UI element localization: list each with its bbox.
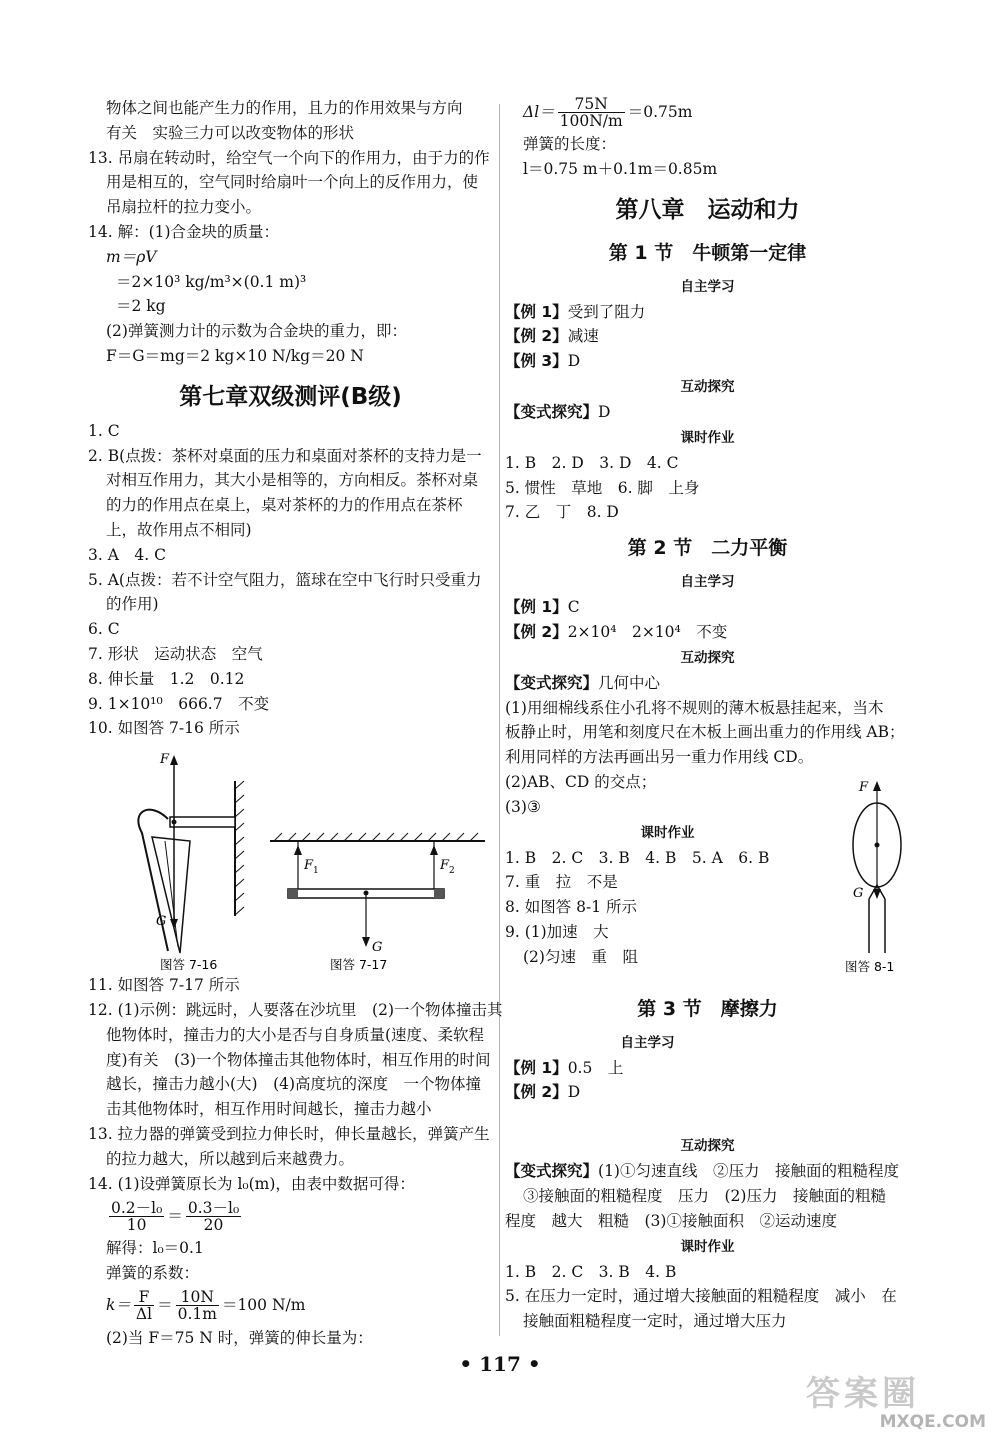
subheading-hudong: 互动探究	[680, 1138, 735, 1155]
fraction: $\frac{\text{0.2－l₀}}{10}$	[111, 1198, 163, 1234]
fraction: $\frac{\text{0.3－l₀}}{20}$	[187, 1198, 240, 1234]
example-2: 【例 2】2×10⁴ 2×10⁴ 不变	[505, 622, 728, 641]
formula-line: Δl＝ $\frac{75N}{100N/m}$ ＝0.75m	[523, 94, 693, 130]
figure-label: F	[859, 779, 869, 795]
subheading-keshi: 课时作业	[640, 824, 695, 841]
answer-7: 7. 形状 运动状态 空气	[88, 644, 263, 663]
text-line: (2)AB、CD 的交点；	[505, 772, 657, 791]
answer-14: 14. 解：(1)合金块的质量：	[88, 222, 280, 241]
figure-caption: 图答 7-16	[160, 957, 218, 973]
answer-13: 13. 吊扇在转动时，给空气一个向下的作用力，由于力的作	[88, 148, 490, 167]
text-line: ③接触面的粗糙程度 压力 (2)压力 接触面的粗糙	[523, 1186, 886, 1205]
example-1: 【例 1】C	[505, 598, 580, 617]
section-2-title: 第 2 节 二力平衡	[627, 537, 788, 560]
figure-label: 2	[449, 866, 455, 877]
subheading-keshi: 课时作业	[680, 429, 735, 446]
fraction: $\frac{F}{\Delta l}$	[135, 1288, 153, 1324]
text-line: 板静止时，用笔和刻度尺在木板上画出重力的作用线 AB；	[505, 723, 905, 742]
formula-line: $\frac{\text{0.2－l₀}}{10}$ ＝ $\frac{\text{0.3－l₀}}{20}$	[111, 1198, 240, 1234]
subheading-hudong: 互动探究	[680, 649, 735, 666]
example-1: 【例 1】0.5 上	[505, 1058, 624, 1077]
text-line: (2)弹簧测力计的示数为合金块的重力，即：	[106, 322, 407, 341]
text-line: 越长，撞击力越小(大) (4)高度坑的深度 一个物体撞	[106, 1075, 482, 1094]
formula-line: ＝2×10³ kg/m³×(0.1 m)³	[116, 272, 307, 291]
page-number: • 117 •	[459, 1352, 541, 1376]
answer-11: 11. 如图答 7-17 所示	[88, 976, 240, 995]
section-3-title: 第 3 节 摩擦力	[637, 997, 778, 1020]
answer-12: 12. (1)示例：跳远时，人要落在沙坑里 (2)一个物体撞击其	[88, 1000, 503, 1019]
figure-label: F	[160, 752, 170, 768]
homework-line: 接触面粗糙程度一定时，通过增大压力	[523, 1312, 787, 1331]
homework-line: 1. B 2. C 3. B 4. B	[505, 1262, 677, 1281]
subheading-keshi: 课时作业	[680, 1238, 735, 1255]
fraction: $\frac{10N}{0.1m}$	[177, 1288, 217, 1324]
homework-line: (2)匀速 重 阻	[523, 947, 638, 966]
text-line: 程度 越大 粗糙 (3)①接触面积 ②运动速度	[505, 1211, 837, 1230]
formula-line: k＝ $\frac{F}{\Delta l}$ ＝ $\frac{10N}{0.1m}$ ＝100 N/m	[106, 1288, 306, 1324]
right-column	[505, 92, 910, 1334]
watermark-url: MXQE.COM	[879, 1412, 986, 1432]
text-line: (1)用细棉线系住小孔将不规则的薄木板悬挂起来，当木	[505, 698, 884, 717]
figure-label: F	[304, 858, 314, 874]
figure-label: G	[156, 914, 167, 930]
fraction: $\frac{75N}{100N/m}$	[559, 94, 623, 130]
formula-line: l＝0.75 m＋0.1m＝0.85m	[523, 159, 718, 178]
answer-9: 9. 1×10¹⁰ 666.7 不变	[88, 694, 270, 713]
answer-2: 2. B(点拨：茶杯对桌面的压力和桌面对茶杯的支持力是一	[88, 446, 482, 465]
example-3: 【例 3】D	[505, 352, 581, 371]
answer-8: 8. 伸长量 1.2 0.12	[88, 669, 245, 688]
homework-line: 5. 在压力一定时，通过增大接触面的粗糙程度 减小 在	[505, 1287, 897, 1306]
answer-14: 14. (1)设弹簧原长为 l₀(m)，由表中数据可得：	[88, 1174, 415, 1193]
text-line: 用是相互的，空气同时给扇叶一个向上的反作用力，使	[106, 173, 479, 192]
section-1-title: 第 1 节 牛顿第一定律	[608, 241, 807, 264]
homework-line: 7. 乙 丁 8. D	[505, 503, 619, 522]
answer-5: 5. A(点拨：若不计空气阻力，篮球在空中飞行时只受重力	[88, 570, 482, 589]
text-line: 上，故作用点不相同)	[106, 520, 252, 539]
answer-3-4: 3. A 4. C	[88, 545, 166, 564]
text-line: 弹簧的长度：	[523, 135, 617, 153]
text-line: 度)有关 (3)一个物体撞击其他物体时，相互作用的时间	[106, 1050, 491, 1069]
chapter-8-title: 第八章 运动和力	[615, 196, 800, 223]
example-2: 【例 2】D	[505, 1083, 581, 1102]
column-divider	[499, 104, 500, 1336]
figure-7-16	[120, 741, 260, 973]
text-line: (2)当 F＝75 N 时，弹簧的伸长量为：	[106, 1328, 373, 1347]
subheading-hudong: 互动探究	[680, 378, 735, 395]
left-column	[88, 96, 503, 1351]
watermark-title: 答案圈	[806, 1374, 920, 1414]
example-2: 【例 2】减速	[505, 327, 599, 346]
homework-line: 8. 如图答 8-1 所示	[505, 898, 638, 917]
variant-explore: 【变式探究】(1)①匀速直线 ②压力 接触面的粗糙程度	[505, 1162, 899, 1181]
formula-line: ＝2 kg	[116, 297, 166, 316]
text-line: 物体之间也能产生力的作用，且力的作用效果与方向	[106, 99, 463, 117]
figure-8-1	[845, 775, 915, 975]
text-line: (3)③	[505, 797, 541, 816]
text-line: 利用同样的方法再画出另一重力作用线 CD。	[505, 748, 814, 767]
figure-label: G	[853, 885, 864, 901]
text-line: 的力的作用点在桌上，桌对茶杯的力的作用点在茶杯	[106, 496, 463, 515]
text-line: 的拉力越大，所以越到后来越费力。	[106, 1149, 355, 1168]
chapter-7-title: 第七章双级测评(B级)	[179, 383, 402, 410]
text-line: 吊扇拉杆的拉力变小。	[106, 198, 262, 217]
example-1: 【例 1】受到了阻力	[505, 302, 646, 321]
text-line: 的作用)	[106, 595, 159, 614]
answer-10: 10. 如图答 7-16 所示	[88, 719, 240, 738]
homework-line: 1. B 2. D 3. D 4. C	[505, 453, 679, 472]
subheading-zizhu: 自主学习	[680, 574, 735, 591]
text-line: 击其他物体时，相互作用时间越长，撞击力越小	[106, 1100, 432, 1119]
formula-line: F＝G＝mg＝2 kg×10 N/kg＝20 N	[106, 346, 364, 365]
spacer	[505, 1105, 910, 1133]
figure-caption: 图答 7-17	[330, 957, 388, 973]
variant-explore: 【变式探究】D	[505, 402, 611, 421]
subheading-zizhu: 自主学习	[680, 278, 735, 295]
figure-7-17	[260, 741, 490, 973]
homework-line: 5. 惯性 草地 6. 脚 上身	[505, 478, 700, 497]
figure-label: G	[372, 940, 383, 956]
figure-label: 1	[313, 866, 319, 877]
answer-6: 6. C	[88, 620, 120, 639]
figure-row-7	[88, 741, 493, 973]
homework-line: 1. B 2. C 3. B 4. B 5. A 6. B	[505, 848, 770, 867]
text-line: 有关 实验三力可以改变物体的形状	[106, 123, 355, 142]
text-line: 弹簧的系数：	[106, 1264, 200, 1283]
subheading-zizhu: 自主学习	[620, 1034, 675, 1051]
homework-line: 7. 重 拉 不是	[505, 873, 618, 892]
figure-label: F	[440, 858, 450, 874]
text-line: 对相互作用力，其大小是相等的，方向相反。茶杯对桌	[106, 471, 479, 490]
text-line: 解得：l₀＝0.1	[106, 1239, 204, 1258]
answer-1: 1. C	[88, 421, 120, 440]
answer-13: 13. 拉力器的弹簧受到拉力伸长时，伸长量越长，弹簧产生	[88, 1124, 490, 1143]
homework-line: 9. (1)加速 大	[505, 922, 609, 941]
formula-line: m＝ρV	[106, 247, 157, 266]
variant-explore: 【变式探究】几何中心	[505, 673, 661, 692]
watermark-logo	[806, 1376, 986, 1434]
figure-caption: 图答 8-1	[845, 958, 895, 974]
text-line: 他物体时，撞击力的大小是否与自身质量(速度、柔软程	[106, 1025, 485, 1044]
